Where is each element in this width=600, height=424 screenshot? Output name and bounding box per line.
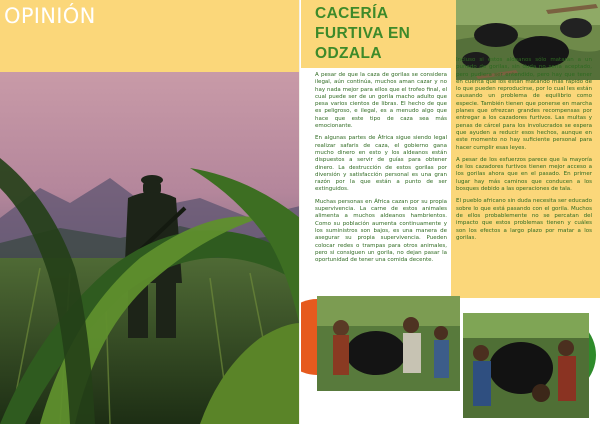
ranger-in-field-photo: [0, 68, 300, 424]
right-page: [301, 0, 600, 424]
article-column-left: [315, 72, 447, 269]
headline-line-1: CACERÍA: [315, 5, 389, 22]
paragraph: A pesar de los esfuerzos parece que la mayoría de los cazadores furtivos tienen mejor acceso a los gorilas ahora que en el pasado. En primer lugar hay más caminos que conducen a los bosques debido a las operaciones de tala.: [456, 156, 592, 193]
article-headline: [315, 4, 455, 64]
section-title: OPINIÓN: [4, 4, 96, 28]
headline-line-2: FURTIVA EN: [315, 25, 411, 42]
paragraph: El pueblo africano sin duda necesita ser educado sobre lo que está pasando con el gorila. Muchos de ellos probablemente no se percatan del impacto que estos problemas tienen y cuáles son los efectos a largo plazo por matar a los gorilas.: [456, 198, 592, 241]
paragraph: En algunas partes de África sigue siendo legal realizar safaris de caza, el gobierno gana mucho dinero en esto y los aldeanos están dispuestos a servir de guías para obtener dinero. La destrucción de estos gorilas por diversión y satisfacción personal es una gran razón por la que están a punto de ser extinguidos.: [315, 135, 447, 193]
paragraph: Incluso si estos aldeanos sólo mataran a un puñado de gorilas, sin duda no sería aceptado, pero pudiera ser entendido, pero hay que tener en cuenta que los están matando más rápido de lo que pueden reproducirse, por lo cual les están causando un problema de equilibrio como especie. También tienen que ponerse en marcha planes que ofrezcan grandes recompensas por entregar a los cazadores furtivos. Las multas y penas de cárcel para los involucrados se espera que ayuden a reducir esos hechos, aunque en este momento no hay suficiente personal para hacer cumplir esas leyes.: [456, 57, 592, 151]
page-gutter: [299, 0, 300, 424]
paragraph: Muchas personas en África cazan por su propia supervivencia. La carne de estos animales alimenta a muchos aldeanos hambrientos. Como su población aumenta continuamente y los suministros son bajos, es una manera de asegurar su propia supervivencia. Pueden colocar redes o trampas para otros animales, pero si consiguen un gorila, no dejan pasar la oportunidad de tener una comida decente.: [315, 198, 447, 264]
article-column-right: [456, 57, 592, 247]
headline-line-3: ODZALA: [315, 45, 382, 62]
paragraph: A pesar de que la caza de gorilas se considera ilegal, aún continúa, muchos aman cazar y no hay nada mejor para ellos que el trofeo final, el cual puede ser de un gorila macho adulto que pesa varios cientos de libras. El hecho de que es peligroso, e ilegal, es a menudo algo que hace que este tipo de caza sea más emocionante.: [315, 72, 447, 130]
villagers-with-gorilla-photos: [301, 293, 600, 424]
